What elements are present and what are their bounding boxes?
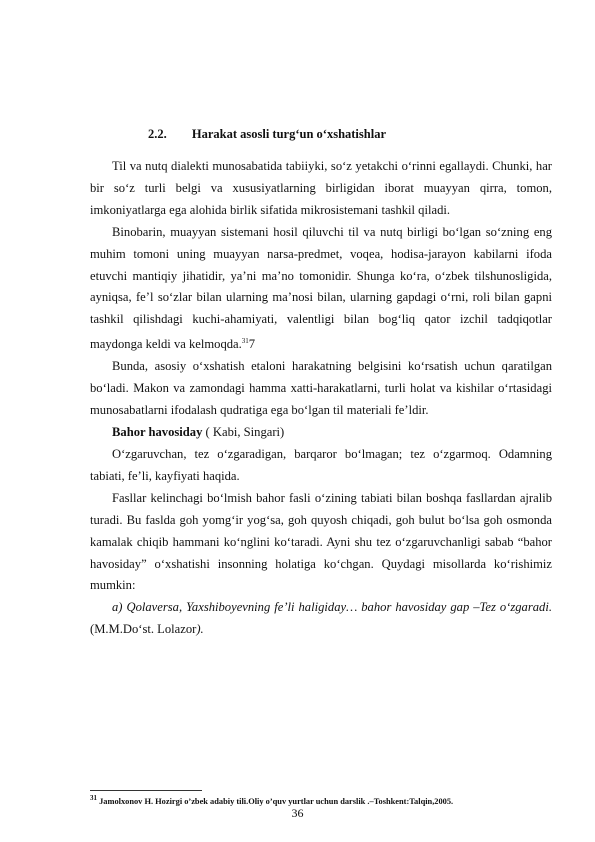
paragraph-2-text: Binobarin, muayyan sistemani hosil qiluvchi til va nutq birligi bo‘lgan so‘zning eng muhim tomoni uning muayyan narsa-predmet, voqea, hodisa-jarayon kabilarni ifoda etuvchi mantiqiy jihatidir, ya’ni ma’no tomonidir. Shunga ko‘ra, o‘zbek tilshunosligida, ayniqsa, fe’l so‘zlar bilan ularning ma’nosi bilan, ularning gapdagi o‘rni, roli bilan gapni tashkil qilishdagi kuchi-ahamiyati, valentligi bilan bog‘liq qator izchil tadqiqotlar maydonga keldi va kelmoqda. bbox=[90, 224, 552, 352]
section-number: 2.2. bbox=[148, 127, 167, 141]
paragraph bbox=[90, 156, 552, 222]
example-source-end: ). bbox=[196, 622, 204, 637]
bahor-note: ( Kabi, Singari) bbox=[202, 425, 285, 440]
paragraph bbox=[90, 222, 552, 357]
example-marker: a) bbox=[112, 600, 123, 615]
section-heading bbox=[148, 127, 386, 142]
footnote-reference-tail: 7 bbox=[248, 337, 256, 352]
footnote-mark: 31 bbox=[90, 794, 97, 802]
paragraph-1-text: Til va nutq dialekti munosabatida tabiiyki, so‘z yetakchi o‘rinni egallaydi. Chunki, har bir so‘z turli belgi va xususiyatlarning birligidan iborat muayyan qirra, tomon, imkoniyatlarga ega alohida birlik sifatida mikrosistemani tashkil qiladi. bbox=[90, 159, 552, 217]
page-number: 36 bbox=[291, 806, 304, 820]
paragraph-4-text: O‘zgaruvchan, tez o‘zgaradigan, barqaror bo‘lmagan; tez o‘zgarmoq. Odamning tabiati, fe’li, kayfiyati haqida. bbox=[90, 446, 552, 483]
footnote-divider bbox=[90, 790, 202, 791]
bahor-label: Bahor havosiday bbox=[112, 425, 203, 440]
paragraph-5-text: Fasllar kelinchagi bo‘lmish bahor fasli o‘zining tabiati bilan boshqa fasllardan ajralib turadi. Bu faslda goh yomg‘ir yog‘sa, goh quyosh chiqadi, goh bulut bo‘lsa goh osmonda kamalak chiqib hammani ko‘nglini ko‘taradi. Ayni shu tez o‘zgaruvchanligi sabab “bahor havosiday” o‘xshatishi insonning holatiga ko‘chgan. Quydagi misollarda ko‘rishimiz mumkin: bbox=[90, 490, 552, 593]
body-text bbox=[90, 156, 552, 641]
paragraph bbox=[90, 422, 552, 444]
example-source: (M.M.Do‘st. Lolazor bbox=[90, 622, 197, 637]
example-text: Qolaversa, Yaxshiboyevning fe’li haligiday… bahor havosiday gap –Tez o‘zgaradi. bbox=[126, 600, 552, 615]
paragraph-3-text: Bunda, asosiy o‘xshatish etaloni harakatning belgisini ko‘rsatish uchun qaratilgan bo‘ladi. Makon va zamondagi hamma xatti-harakatlarni, turli holat va kishilar o‘rtasidagi munosabatlarni ifodalash qudratiga ega bo‘lgan til materiali fe’ldir. bbox=[90, 359, 552, 418]
paragraph bbox=[90, 356, 552, 422]
footnote bbox=[90, 794, 560, 806]
paragraph bbox=[90, 488, 552, 598]
section-title: Harakat asosli turg‘un o‘xshatishlar bbox=[191, 127, 386, 141]
footnote-text: Jamolxonov H. Hozirgi o’zbek adabiy tili.Oliy o’quv yurtlar uchun darslik .–Toshkent:Talqin,2005. bbox=[97, 796, 454, 806]
example-sentence bbox=[90, 597, 552, 641]
paragraph bbox=[90, 444, 552, 488]
footnote-reference: 31 bbox=[241, 337, 249, 346]
